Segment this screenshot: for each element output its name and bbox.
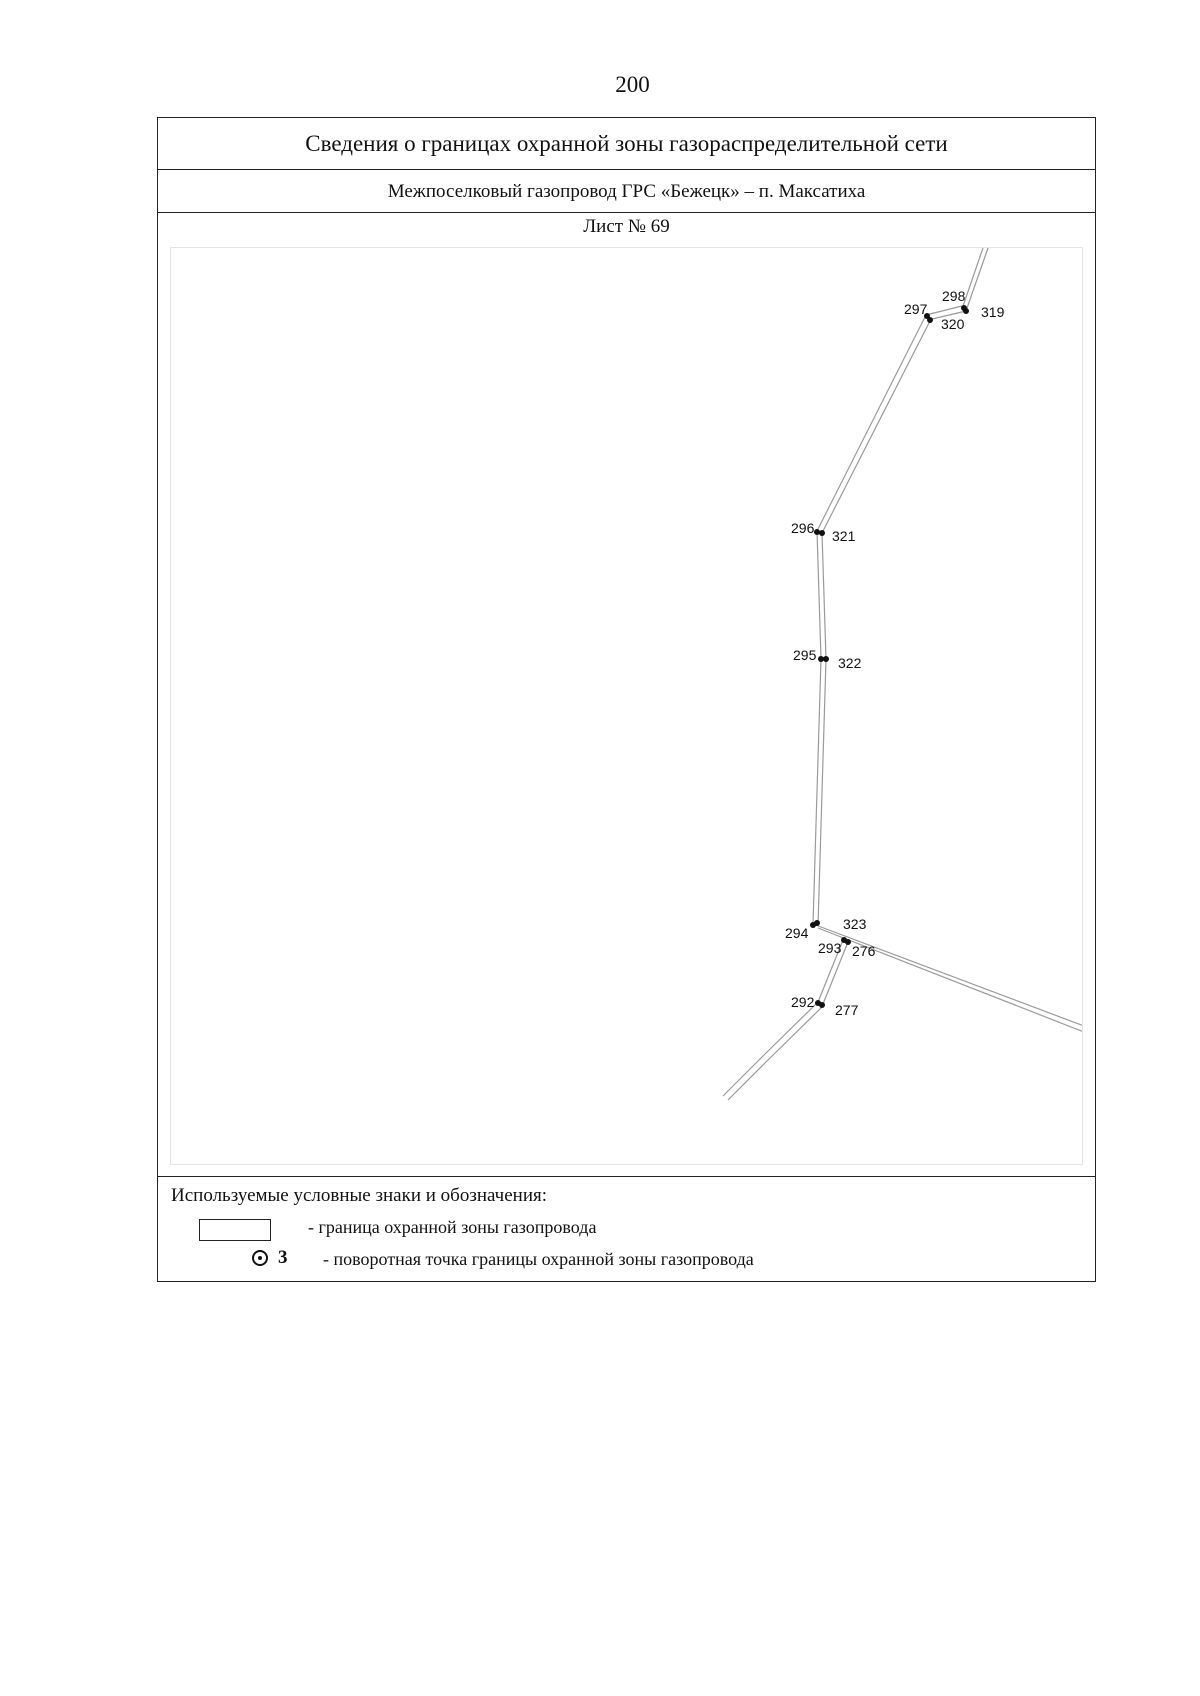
point-label-296: 296 (791, 520, 815, 536)
boundary-line-320-321 (822, 319, 931, 533)
point-label-297: 297 (904, 301, 928, 317)
turning-point-320 (927, 317, 933, 323)
legend-text-turning-point: - поворотная точка границы охранной зоны газопровода (323, 1249, 754, 1269)
turning-point-319 (963, 308, 969, 314)
sheet-number: Лист № 69 (583, 216, 670, 237)
legend (158, 1176, 1095, 1281)
point-label-323: 323 (843, 916, 867, 932)
boundary-line-277-sw (728, 1006, 823, 1100)
legend-title: Используемые условные знаки и обозначения: (171, 1185, 548, 1206)
point-label-298: 298 (942, 288, 966, 304)
turning-point-symbol-label: 3 (278, 1247, 288, 1268)
point-label-321: 321 (832, 528, 856, 544)
turning-point-symbol (252, 1247, 288, 1269)
turning-point-277 (819, 1002, 825, 1008)
turning-points (810, 305, 969, 1008)
boundary-line-292-sw (723, 1002, 818, 1096)
point-label-277: 277 (835, 1002, 859, 1018)
circle-dot-icon (252, 1250, 268, 1266)
point-label-295: 295 (793, 647, 817, 663)
boundary-map (171, 248, 1083, 1165)
boundary-symbol-icon (199, 1219, 271, 1241)
point-label-293: 293 (818, 940, 842, 956)
boundary-line-296-295 (817, 531, 821, 659)
document-subtitle: Межпоселковый газопровод ГРС «Бежецк» – п. Максатиха (158, 170, 1095, 213)
point-label-320: 320 (941, 316, 965, 332)
boundary-line-297-296 (817, 315, 926, 531)
map-area (170, 247, 1083, 1165)
document-frame (157, 117, 1096, 1282)
legend-text-boundary: - граница охранной зоны газопровода (308, 1217, 597, 1237)
boundary-lines (723, 248, 1083, 1100)
page-number: 200 (615, 72, 650, 97)
document-title: Сведения о границах охранной зоны газораспределительной сети (158, 118, 1095, 170)
boundary-line-top-2 (966, 248, 988, 311)
turning-point-321 (819, 530, 825, 536)
point-label-319: 319 (981, 304, 1005, 320)
turning-point-323 (814, 920, 820, 926)
point-label-294: 294 (785, 925, 809, 941)
boundary-line-321-322 (822, 533, 826, 659)
point-label-276: 276 (852, 943, 876, 959)
turning-point-296 (814, 529, 820, 535)
turning-point-276 (845, 939, 851, 945)
point-label-322: 322 (838, 655, 862, 671)
turning-point-322 (823, 656, 829, 662)
point-label-292: 292 (791, 994, 815, 1010)
